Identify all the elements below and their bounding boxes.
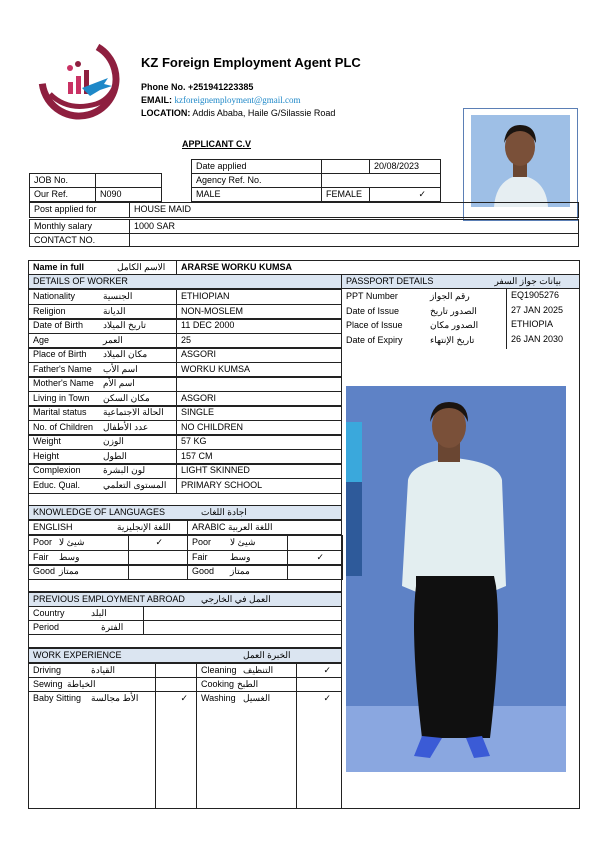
detail-label-en: Date of Birth bbox=[33, 320, 84, 330]
date-applied-blank bbox=[321, 159, 370, 174]
email-value[interactable]: kzforeignemployment@gmail.com bbox=[174, 95, 301, 105]
male-label: MALE bbox=[191, 187, 322, 202]
level-label-en: Good bbox=[33, 566, 56, 576]
previous-spacer bbox=[28, 634, 342, 648]
languages-spacer bbox=[28, 578, 342, 592]
country-ar: البلد bbox=[91, 608, 107, 618]
work-header-ar: الخبرة العمل bbox=[243, 650, 291, 660]
detail-row-value: SINGLE bbox=[176, 405, 342, 421]
english-label bbox=[28, 520, 188, 535]
detail-label-ar: مكان الميلاد bbox=[103, 349, 148, 359]
previous-header bbox=[28, 592, 342, 607]
detail-label-en: Place of Birth bbox=[33, 349, 87, 359]
work-washing-mark: ✓ bbox=[296, 691, 342, 809]
detail-label-ar: اسم الأم bbox=[103, 378, 135, 388]
previous-header-ar: العمل في الخارجي bbox=[201, 594, 271, 604]
driving-en: Driving bbox=[33, 665, 62, 675]
agency-ref-label: Agency Ref. No. bbox=[191, 173, 322, 188]
detail-row-label bbox=[28, 318, 177, 334]
detail-row-value: ASGORI bbox=[176, 347, 342, 363]
detail-row-value bbox=[176, 376, 342, 392]
contact-value bbox=[129, 233, 579, 247]
languages-header-ar: اجادة اللغات bbox=[201, 507, 247, 517]
job-no-label: JOB No. bbox=[29, 173, 96, 188]
phone-value: +251941223385 bbox=[188, 82, 254, 92]
cooking-ar: الطبخ bbox=[237, 679, 259, 689]
salary-label: Monthly salary bbox=[29, 219, 130, 234]
passport-label-en: Date of Issue bbox=[346, 306, 400, 316]
work-baby-mark: ✓ bbox=[155, 691, 197, 809]
arabic-en: ARABIC bbox=[192, 522, 226, 532]
sewing-en: Sewing bbox=[33, 679, 63, 689]
work-driving-mark bbox=[155, 663, 197, 678]
detail-row-value: WORKU KUMSA bbox=[176, 362, 342, 378]
date-applied-value: 20/08/2023 bbox=[369, 159, 441, 174]
detail-row-label bbox=[28, 478, 177, 494]
english-en: ENGLISH bbox=[33, 522, 73, 532]
level-label-en: Good bbox=[192, 566, 215, 576]
country-en: Country bbox=[33, 608, 65, 618]
post-value: HOUSE MAID bbox=[129, 202, 579, 218]
detail-label-ar: العمر bbox=[103, 335, 123, 345]
applicant-photo-full bbox=[346, 386, 566, 772]
salary-value: 1000 SAR bbox=[129, 219, 579, 234]
detail-label-en: Mother's Name bbox=[33, 378, 94, 388]
detail-row-label bbox=[28, 289, 177, 305]
cooking-en: Cooking bbox=[201, 679, 235, 689]
passport-header-en: PASSPORT DETAILS bbox=[346, 276, 434, 286]
detail-row-value: ETHIOPIAN bbox=[176, 289, 342, 305]
our-ref-label: Our Ref. bbox=[29, 187, 96, 202]
name-label-en: Name in full bbox=[33, 262, 85, 272]
our-ref-value: N090 bbox=[95, 187, 162, 202]
level-label-ar: وسط bbox=[59, 552, 80, 562]
detail-row-value: NON-MOSLEM bbox=[176, 304, 342, 320]
cleaning-en: Cleaning bbox=[201, 665, 237, 675]
detail-row-value: 157 CM bbox=[176, 449, 342, 465]
work-header-en: WORK EXPERIENCE bbox=[33, 650, 122, 660]
passport-label-en: Date of Expiry bbox=[346, 335, 403, 345]
detail-row-value: LIGHT SKINNED bbox=[176, 463, 342, 479]
level-label-en: Fair bbox=[33, 552, 49, 562]
phone-label: Phone No. bbox=[141, 82, 186, 92]
languages-header bbox=[28, 505, 342, 520]
passport-row-value: EQ1905276 bbox=[506, 289, 580, 305]
passport-label-en: Place of Issue bbox=[346, 320, 403, 330]
detail-row-value: NO CHILDREN bbox=[176, 420, 342, 436]
female-check: ✓ bbox=[369, 187, 441, 202]
detail-label-en: Nationality bbox=[33, 291, 76, 301]
detail-row-label bbox=[28, 347, 177, 363]
detail-row-value: ASGORI bbox=[176, 391, 342, 407]
name-value: ARARSE WORKU KUMSA bbox=[176, 260, 580, 275]
detail-label-ar: لون البشرة bbox=[103, 465, 146, 475]
sewing-ar: الخياطة bbox=[67, 679, 96, 689]
location-value: Addis Ababa, Haile G/Silassie Road bbox=[192, 108, 336, 118]
work-header bbox=[28, 648, 342, 663]
agency-ref-blank bbox=[321, 173, 441, 188]
level-label-ar: وسط bbox=[230, 552, 251, 562]
detail-row-value: 57 KG bbox=[176, 434, 342, 450]
country-label bbox=[28, 606, 144, 621]
location-label: LOCATION: bbox=[141, 108, 191, 118]
languages-header-en: KNOWLEDGE OF LANGUAGES bbox=[33, 507, 166, 517]
detail-label-ar: الحالة الاجتماعية bbox=[103, 407, 164, 417]
detail-label-ar: مكان السكن bbox=[103, 393, 150, 403]
detail-label-ar: المستوى التعلمي bbox=[103, 480, 167, 490]
female-label: FEMALE bbox=[321, 187, 370, 202]
detail-label-en: Father's Name bbox=[33, 364, 92, 374]
level-label-ar: شيئ لا bbox=[230, 537, 256, 547]
baby-ar: الأط مجالسة bbox=[91, 693, 139, 703]
detail-row-label bbox=[28, 463, 177, 479]
email-label: EMAIL: bbox=[141, 95, 172, 105]
detail-row-label bbox=[28, 434, 177, 450]
passport-header bbox=[341, 274, 580, 289]
detail-label-en: Age bbox=[33, 335, 50, 345]
detail-row-label bbox=[28, 376, 177, 392]
level-label-en: Poor bbox=[33, 537, 53, 547]
passport-label-ar: تاريخ الإنتهاء bbox=[430, 335, 475, 345]
detail-label-en: No. of Children bbox=[33, 422, 94, 432]
level-label-en: Poor bbox=[192, 537, 212, 547]
work-cooking-mark bbox=[296, 677, 342, 692]
work-driving bbox=[28, 663, 156, 678]
period-ar: الفترة bbox=[101, 622, 124, 632]
work-cleaning-mark: ✓ bbox=[296, 663, 342, 678]
country-value bbox=[143, 606, 342, 621]
detail-label-en: Religion bbox=[33, 306, 66, 316]
company-email bbox=[141, 94, 301, 106]
details-header: DETAILS OF WORKER bbox=[28, 274, 342, 289]
detail-label-ar: الطول bbox=[103, 451, 127, 461]
passport-row-label bbox=[346, 334, 506, 346]
period-value bbox=[143, 620, 342, 635]
work-baby bbox=[28, 691, 156, 809]
washing-en: Washing bbox=[201, 693, 236, 703]
contact-label: CONTACT NO. bbox=[29, 233, 130, 247]
detail-row-value: 11 DEC 2000 bbox=[176, 318, 342, 334]
level-label-en: Fair bbox=[192, 552, 208, 562]
passport-header-ar: بيانات جواز السفر bbox=[494, 276, 561, 286]
job-no-value bbox=[95, 173, 162, 188]
company-logo bbox=[38, 38, 120, 120]
passport-label-ar: الصدور مكان bbox=[430, 320, 479, 330]
detail-label-ar: عدد الأطفال bbox=[103, 422, 149, 432]
english-level-mark: ✓ bbox=[128, 535, 188, 551]
detail-label-ar: الجنسية bbox=[103, 291, 133, 301]
company-phone bbox=[141, 81, 253, 93]
detail-label-en: Height bbox=[33, 451, 60, 461]
level-label-ar: شيئ لا bbox=[59, 537, 85, 547]
passport-row-label bbox=[346, 305, 506, 317]
passport-label-ar: رقم الجواز bbox=[430, 291, 470, 301]
name-label bbox=[28, 260, 177, 275]
post-label: Post applied for bbox=[29, 202, 130, 218]
date-applied-label: Date applied bbox=[191, 159, 322, 174]
arabic-level-mark bbox=[287, 535, 343, 551]
page-title: APPLICANT C.V bbox=[182, 139, 252, 149]
arabic-ar: اللغة العربية bbox=[228, 522, 273, 532]
detail-label-ar: الديانة bbox=[103, 306, 126, 316]
detail-label-ar: اسم الأب bbox=[103, 364, 138, 374]
washing-ar: الغسيل bbox=[243, 693, 271, 703]
work-washing bbox=[196, 691, 297, 809]
company-location bbox=[141, 107, 335, 119]
arabic-level-mark: ✓ bbox=[287, 550, 343, 566]
work-sewing-mark bbox=[155, 677, 197, 692]
cleaning-ar: التنظيف bbox=[243, 665, 274, 675]
detail-label-en: Educ. Qual. bbox=[33, 480, 81, 490]
detail-label-en: Weight bbox=[33, 436, 61, 446]
level-label-ar: ممتاز bbox=[59, 566, 79, 576]
period-label bbox=[28, 620, 144, 635]
detail-row-value: PRIMARY SCHOOL bbox=[176, 478, 342, 494]
level-label-ar: ممتاز bbox=[230, 566, 250, 576]
detail-label-ar: الوزن bbox=[103, 436, 124, 446]
period-en: Period bbox=[33, 622, 60, 632]
driving-ar: القيادة bbox=[91, 665, 115, 675]
detail-label-en: Complexion bbox=[33, 465, 81, 475]
passport-label-ar: الصدور تاريخ bbox=[430, 306, 477, 316]
detail-row-label bbox=[28, 405, 177, 421]
passport-row-label bbox=[346, 290, 506, 302]
detail-row-value: 25 bbox=[176, 333, 342, 349]
work-cleaning bbox=[196, 663, 297, 678]
name-label-ar: الاسم الكامل bbox=[117, 262, 166, 272]
arabic-level bbox=[187, 535, 288, 551]
passport-row-value: 26 JAN 2030 bbox=[506, 333, 580, 349]
passport-label-en: PPT Number bbox=[346, 291, 398, 301]
company-name: KZ Foreign Employment Agent PLC bbox=[141, 55, 361, 70]
arabic-label bbox=[187, 520, 342, 535]
detail-label-en: Living in Town bbox=[33, 393, 90, 403]
work-cooking bbox=[196, 677, 297, 692]
detail-label-ar: تاريخ الميلاد bbox=[103, 320, 146, 330]
passport-row-value: 27 JAN 2025 bbox=[506, 304, 580, 320]
passport-row-label bbox=[346, 319, 506, 331]
previous-header-en: PREVIOUS EMPLOYMENT ABROAD bbox=[33, 594, 185, 604]
english-level bbox=[28, 535, 129, 551]
baby-en: Baby Sitting bbox=[33, 693, 82, 703]
work-sewing bbox=[28, 677, 156, 692]
detail-label-en: Marital status bbox=[33, 407, 87, 417]
english-ar: اللغة الإنجليزية bbox=[117, 522, 171, 532]
passport-row-value: ETHIOPIA bbox=[506, 318, 580, 334]
